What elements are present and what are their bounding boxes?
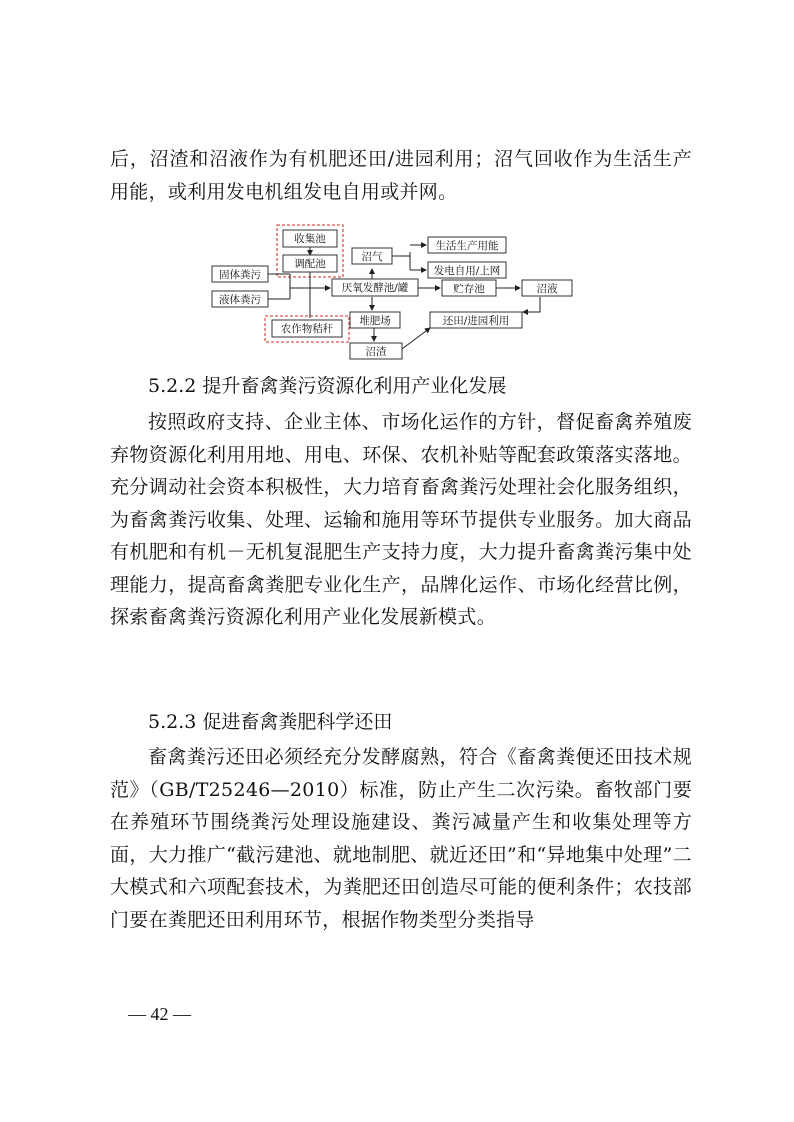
node-storage-pool	[442, 280, 496, 296]
svg-text:沼渣: 沼渣	[365, 346, 387, 358]
svg-text:收集池: 收集池	[294, 233, 326, 245]
node-power-grid	[428, 262, 506, 278]
svg-text:厌氧发酵池/罐: 厌氧发酵池/罐	[341, 282, 409, 294]
svg-text:调配池: 调配池	[294, 258, 326, 270]
svg-text:还田/进园利用: 还田/进园利用	[442, 315, 510, 327]
node-solid-manure	[212, 266, 268, 282]
svg-text:沼气: 沼气	[361, 251, 383, 263]
node-anaerobic-digester	[332, 279, 418, 296]
svg-text:液体粪污: 液体粪污	[219, 294, 261, 306]
intro-paragraph: 后，沼渣和沼液作为有机肥还田/进园利用；沼气回收作为生活生产用能，或利用发电机组发电自用或并网。	[110, 148, 692, 203]
section-522-body: 按照政府支持、企业主体、市场化运作的方针，督促畜禽养殖废弃物资源化利用用地、用电、环保、农机补贴等配套政策落实落地。充分调动社会资本积极性，大力培育畜禽粪污处理社会化服务组织，为畜禽粪污收集、处理、运输和施用等环节提供专业服务。加大商品有机肥和有机－无机复混肥生产支持力度，大力提升畜禽粪污集中处理能力，提高畜禽粪肥专业化生产，品牌化运作、市场化经营比例，探索畜禽粪污资源化利用产业化发展新模式。	[110, 411, 692, 628]
node-biogas-slurry	[522, 280, 572, 296]
node-biogas-residue	[350, 343, 402, 359]
process-flow-diagram	[0, 222, 794, 362]
section-522-heading: 5.2.2 提升畜禽粪污资源化利用产业化发展	[148, 375, 507, 397]
svg-text:沼液: 沼液	[536, 283, 558, 295]
svg-text:生活生产用能: 生活生产用能	[435, 240, 499, 252]
node-life-energy	[428, 237, 506, 253]
svg-text:堆肥场: 堆肥场	[359, 315, 391, 327]
page-number: — 42 —	[128, 1004, 191, 1024]
node-crop-straw	[272, 320, 342, 337]
section-523-body: 畜禽粪污还田必须经充分发酵腐熟，符合《畜禽粪便还田技术规范》（GB/T25246—2010）标准，防止产生二次污染。畜牧部门要在养殖环节围绕粪污处理设施建设、粪污减量产生和收集处理等方面，大力推广“截污建池、就地制肥、就近还田”和“异地集中处理”二大模式和六项配套技术，为粪肥还田创造尽可能的便利条件；农技部门要在粪肥还田利用环节，根据作物类型分类指导	[110, 746, 692, 931]
node-compost-yard	[350, 312, 400, 328]
svg-text:贮存池: 贮存池	[453, 283, 485, 295]
node-field-return	[430, 312, 522, 328]
svg-text:发电自用/上网: 发电自用/上网	[433, 265, 501, 277]
node-biogas	[352, 248, 392, 264]
svg-text:固体粪污: 固体粪污	[219, 269, 261, 281]
node-collect-pool	[283, 230, 337, 247]
section-523-heading: 5.2.3 促进畜禽粪肥科学还田	[148, 711, 393, 733]
node-adjust-pool	[283, 255, 337, 272]
svg-text:农作物秸秆: 农作物秸秆	[280, 323, 334, 335]
node-liquid-manure	[212, 291, 268, 307]
